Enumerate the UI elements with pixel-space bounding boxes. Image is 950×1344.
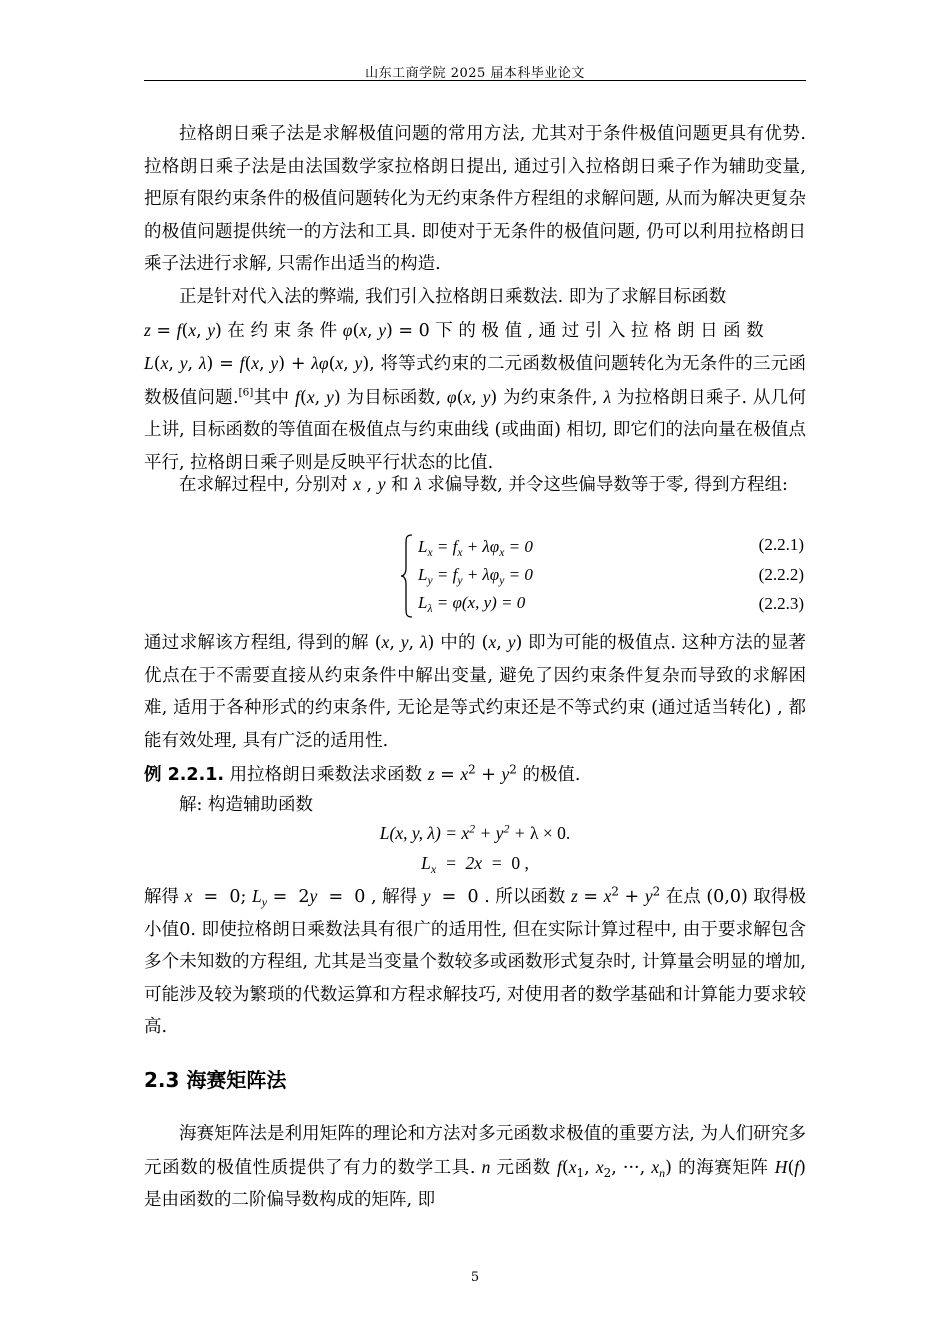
text: 其中 xyxy=(253,387,290,408)
example-label: 例 2.2.1. xyxy=(144,765,225,785)
text: 取得极小值 xyxy=(144,887,806,940)
text: 的极值. xyxy=(522,765,581,785)
equation-number-3: (2.2.3) xyxy=(758,594,804,613)
paragraph-lagrange-definition: 正是针对代入法的弊端, 我们引入拉格朗日乘数法. 即为了求解目标函数 z = f(x, y) 在 约 束 条 件 φ(x, y) = 0 下 的 极 值 , 通 过 引 入 拉 格 朗 日 函 数 L(x, y, λ) = f(x, y) + λφ(x, y), 将等式约束的二元函数极值问题转化为无条件的三元函数极值问题.[6]其中 f(x, y) 为目标函数, φ(x, y) 为约束条件, λ 为拉格朗日乘子. 从几何上讲, 目标函数的等值面在极值点与约束曲线 (或曲面) 相切, 即它们的法向量在极值点平行, 拉格朗日乘子则是反映平行状态的比值. xyxy=(144,287,806,473)
left-brace-icon xyxy=(400,534,414,618)
text: 在点 xyxy=(665,887,701,907)
page-number: 5 xyxy=(470,1270,480,1285)
text: , 解得 xyxy=(371,887,418,907)
text: 元函数 xyxy=(496,1157,551,1178)
text: 海赛矩阵法是利用矩阵的理论和方法对多元函数求极值的重要方法, 为人们研究多元函数的极值性质提供了有力的数学工具. xyxy=(144,1124,806,1178)
formula-lagrangian: L xyxy=(144,353,154,373)
equation-lx: $L_x = f_x + \lambda\varphi_x = 0$ xyxy=(418,537,533,560)
text: 和 xyxy=(391,475,409,495)
equation-system xyxy=(400,534,810,620)
header-rule xyxy=(144,80,806,81)
example-heading: 例 2.2.1. 用拉格朗日乘数法求函数 $z = x^2 + y^2$ 的极值. xyxy=(144,762,581,785)
formula-objective: z xyxy=(144,319,151,340)
equation-number-1: (2.2.1) xyxy=(758,535,804,554)
text: 通过求解该方程组, 得到的解 xyxy=(144,633,369,653)
citation: [6] xyxy=(238,386,254,399)
text: 正是针对代入法的弊端, 我们引入拉格朗日乘数法. 即为了求解目标函数 xyxy=(179,287,727,307)
section-title: 2.3 海赛矩阵法 xyxy=(144,1068,287,1092)
text: 下 的 极 值 , 通 过 引 入 拉 格 朗 日 函 数 xyxy=(435,320,764,341)
equation-llambda: $L_\lambda = \varphi(x$, y) = 0 xyxy=(418,593,526,616)
paragraph-intro: 拉格朗日乘子法是求解极值问题的常用方法, 尤其对于条件极值问题更具有优势. 拉格朗日乘子法是由法国数学家拉格朗日提出, 通过引入拉格朗日乘子作为辅助变量, 把原有限约束条件的极值问题转化为无约束条件方程组的求解问题, 从而为解决更复杂的极值问题提供统一的方法和工具. 即使对于无条件的极值问题, 仍可以利用拉格朗日乘子法进行求解, 只需作出适当的构造. xyxy=(144,124,806,274)
text: 为目标函数, xyxy=(346,387,442,408)
formula-lx-derivative: $L_x = 2x = 0$ , xyxy=(421,853,529,877)
text: . 所以函数 xyxy=(484,887,566,907)
text: 在 约 束 条 件 xyxy=(227,320,338,341)
text: 用拉格朗日乘数法求函数 xyxy=(229,765,423,785)
paragraph-partial-derivatives: 在求解过程中, 分别对 x , y 和 λ 求偏导数, 并令这些偏导数等于零, 得到方程组: xyxy=(179,474,788,495)
text: 求偏导数, 并令这些偏导数等于零, 得到方程组: xyxy=(427,475,788,495)
paragraph-hessian-intro: 海赛矩阵法是利用矩阵的理论和方法对多元函数求极值的重要方法, 为人们研究多元函数的极值性质提供了有力的数学工具. n 元函数 $f(x_1$, $x_2$, ···, $x_n$) 的海赛矩阵 H(f) 是由函数的二阶偏导数构成的矩阵, 即 xyxy=(144,1124,806,1210)
paragraph-solution-meaning: 通过求解该方程组, 得到的解 (x, y, λ) 中的 (x, y) 即为可能的极值点. 这种方法的显著优点在于不需要直接从约束条件中解出变量, 避免了因约束条件复杂而导致的求解困难, 适用于各种形式的约束条件, 无论是等式约束还是不等式约束 (通过适当转化) , 都能有效处理, 具有广泛的适用性. xyxy=(144,632,807,751)
text: , 将等式约束的二元函数极值问题转化为无条件的三元函数极值问题. xyxy=(144,354,806,408)
running-header: 山东工商学院 2025 届本科毕业论文 xyxy=(365,66,585,81)
text: . 即使拉格朗日乘数法具有很广的适用性, 但在实际计算过程中, 由于要求解包含多个未知数的方程组, 尤其是当变量个数较多或函数形式复杂时, 计算量会明显的增加, 可能涉及较为繁琐的代数运算和方程求解技巧, 对使用者的数学基础和计算能力要求较高. xyxy=(144,919,807,1037)
formula-constraint: φ xyxy=(342,319,353,340)
equation-ly: $L_y = f_y + \lambda\varphi_y = 0$ xyxy=(418,565,533,588)
text: 中的 xyxy=(440,633,476,653)
paragraph-example-result: 解得 x = 0; $L_y = 2y = 0$ , 解得 y = 0 . 所以函数 $z = x^2 + y^2$ 在点 (0,0) 取得极小值0. 即使拉格朗日乘数法具有很广的适用性, 但在实际计算过程中, 由于要求解包含多个未知数的方程组, 尤其是当变量个数较多或函数形式复杂时, 计算量会明显的增加, 可能涉及较为繁琐的代数运算和方程求解技巧, 对使用者的数学基础和计算能力要求较高. xyxy=(144,884,807,1037)
text: 为拉格朗日乘子. 从几何上讲, 目标函数的等值面在极值点与约束曲线 (或曲面) 相切, 即它们的法向量在极值点平行, 拉格朗日乘子则是反映平行状态的比值. xyxy=(144,387,806,473)
equation-number-2: (2.2.2) xyxy=(758,565,804,584)
text: 即为可能的极值点. 这种方法的显著优点在于不需要直接从约束条件中解出变量, 避免了因约束条件复杂而导致的求解困难, 适用于各种形式的约束条件, 无论是等式约束还是不等式约束 (通过适当转化) , 都能有效处理, 具有广泛的适用性. xyxy=(144,633,807,751)
text: 为约束条件, xyxy=(503,387,598,408)
text: ; xyxy=(240,887,252,907)
text: 的海赛矩阵 xyxy=(678,1157,769,1178)
formula-auxiliary-function: L(x, y, $\lambda) = x^2 + y^2 + \lambda \times 0$. xyxy=(379,821,571,843)
text: 在求解过程中, 分别对 xyxy=(179,475,348,495)
solution-label: 解: 构造辅助函数 xyxy=(179,795,313,815)
text: 是由函数的二阶偏导数构成的矩阵, 即 xyxy=(144,1190,436,1210)
text: 解得 xyxy=(144,887,180,907)
